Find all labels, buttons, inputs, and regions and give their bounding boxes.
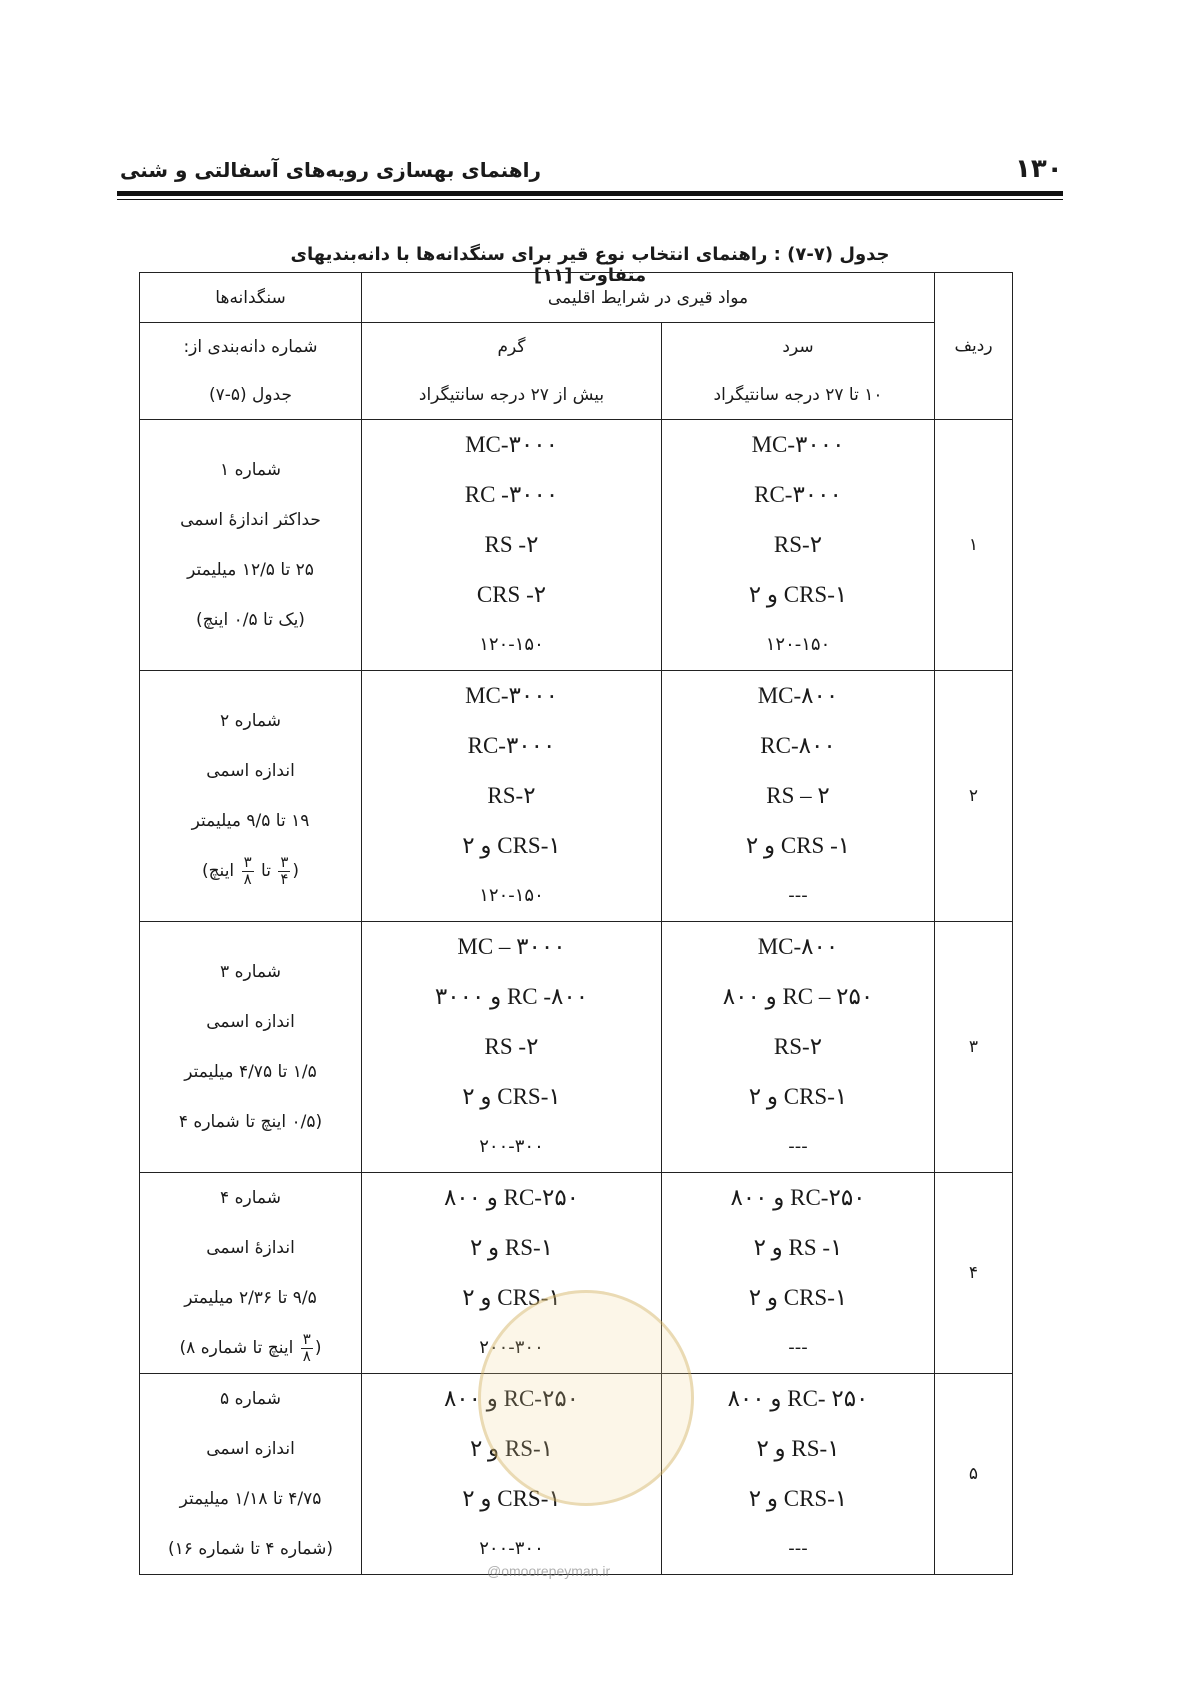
hot-bitumen-grade: RS-۲	[487, 783, 536, 808]
header-hot-range: بیش از ۲۷ درجه سانتیگراد	[418, 385, 605, 405]
cold-bitumen-cell	[662, 671, 935, 922]
hot-bitumen-cell	[362, 671, 662, 922]
aggregate-line: ۱۹ تا ۹/۵ میلیمتر	[191, 811, 310, 831]
aggregate-cell	[140, 420, 362, 671]
hot-bitumen-grade: RS -۲	[484, 1034, 539, 1059]
aggregate-cell	[140, 1374, 362, 1575]
header-rule-thin	[117, 199, 1063, 200]
aggregate-line: (۰/۵ اینچ تا شماره ۴	[178, 1112, 323, 1132]
cold-bitumen-grade: RS -۱ و ۲	[753, 1235, 843, 1260]
cold-bitumen-grade: ---	[788, 1136, 808, 1157]
cold-bitumen-grade: MC-۳۰۰۰	[751, 432, 845, 457]
hot-bitumen-grade: RS -۲	[484, 532, 539, 557]
header-bitumen-group: مواد قیری در شرایط اقلیمی	[362, 273, 935, 323]
cold-bitumen-grade: ۱۲۰-۱۵۰	[765, 634, 831, 655]
aggregate-line: (یک تا ۰/۵ اینچ)	[196, 610, 305, 630]
row-number: ۲	[935, 671, 1013, 922]
aggregate-line: (شماره ۴ تا شماره ۱۶)	[168, 1539, 333, 1559]
cold-bitumen-grade: RC- ۲۵۰ و ۸۰۰	[727, 1386, 869, 1411]
cold-bitumen-grade: CRS-۱ و ۲	[748, 1084, 848, 1109]
aggregate-inch-line: ( $\frac{۳}{۸}$ اینچ تا شماره ۸)	[179, 1329, 322, 1365]
header-hot	[362, 323, 662, 420]
watermark-text: @omoorepeyman.ir	[487, 1563, 611, 1579]
hot-bitumen-grade: CRS-۱ و ۲	[462, 833, 561, 858]
hot-bitumen-grade: ۱۲۰-۱۵۰	[479, 634, 544, 655]
header-aggregate-grading	[140, 323, 362, 420]
hot-bitumen-grade: RC -۳۰۰۰	[464, 482, 559, 507]
aggregate-line: شماره ۳	[220, 962, 281, 982]
hot-bitumen-grade: ۱۲۰-۱۵۰	[479, 885, 544, 906]
cold-bitumen-grade: RS-۲	[773, 532, 823, 557]
aggregate-cell	[140, 671, 362, 922]
cold-bitumen-grade: RS-۲	[773, 1034, 823, 1059]
aggregate-inch-line: ( $\frac{۳}{۴}$ تا $\frac{۳}{۸}$ اینچ)	[201, 852, 300, 888]
hot-bitumen-grade: ۲۰۰-۳۰۰	[479, 1538, 544, 1559]
header-hot-title: گرم	[497, 337, 526, 357]
cold-bitumen-cell	[662, 420, 935, 671]
hot-bitumen-grade: MC-۳۰۰۰	[465, 683, 558, 708]
row-number: ۱	[935, 420, 1013, 671]
hot-bitumen-cell	[362, 922, 662, 1173]
aggregate-line: اندازه اسمی	[206, 1439, 295, 1459]
hot-bitumen-grade: ۲۰۰-۳۰۰	[479, 1136, 544, 1157]
row-number: ۳	[935, 922, 1013, 1173]
aggregate-cell	[140, 1173, 362, 1374]
cold-bitumen-grade: RC – ۲۵۰ و ۸۰۰	[722, 984, 874, 1009]
cold-bitumen-cell	[662, 1374, 935, 1575]
header-aggregates: سنگدانه‌ها	[140, 273, 362, 323]
cold-bitumen-cell	[662, 922, 935, 1173]
aggregate-line: اندازه اسمی	[206, 1012, 295, 1032]
aggregate-line: ۴/۷۵ تا ۱/۱۸ میلیمتر	[179, 1489, 322, 1509]
running-title: راهنمای بهسازی رویه‌های آسفالتی و شنی	[120, 158, 542, 182]
page-header	[120, 152, 1063, 194]
aggregate-line: شماره ۵	[220, 1389, 281, 1409]
cold-bitumen-grade: MC-۸۰۰	[757, 683, 839, 708]
hot-bitumen-grade: RS-۱ و ۲	[469, 1235, 554, 1260]
cold-bitumen-grade: ---	[788, 1337, 808, 1358]
watermark-seal	[478, 1290, 694, 1506]
hot-bitumen-grade: CRS-۱ و ۲	[462, 1084, 561, 1109]
header-cold	[662, 323, 935, 420]
cold-bitumen-cell	[662, 1173, 935, 1374]
aggregate-line: ۹/۵ تا ۲/۳۶ میلیمتر	[184, 1288, 317, 1308]
hot-bitumen-cell	[362, 420, 662, 671]
cold-bitumen-grade: ---	[788, 885, 808, 906]
header-cold-range: ۱۰ تا ۲۷ درجه سانتیگراد	[713, 385, 883, 405]
cold-bitumen-grade: RS – ۲	[766, 783, 830, 808]
cold-bitumen-grade: MC-۸۰۰	[757, 934, 839, 959]
header-rule	[117, 191, 1063, 196]
fraction: $\frac{۳}{۸}$	[302, 1329, 311, 1365]
hot-bitumen-grade: MC – ۳۰۰۰	[457, 934, 566, 959]
aggregate-line: حداکثر اندازهٔ اسمی	[180, 510, 321, 530]
table-caption: جدول (۷-۷) : راهنمای انتخاب نوع قیر برای سنگدانه‌ها با دانه‌بندیهای متفاوت [۱۱]	[290, 244, 890, 286]
cold-bitumen-grade: RC-۳۰۰۰	[754, 482, 842, 507]
header-agg-source: جدول (۵-۷)	[208, 385, 293, 405]
header-agg-title: شماره دانه‌بندی از:	[183, 337, 318, 357]
hot-bitumen-grade: RS-۱ و ۲	[469, 1436, 554, 1461]
table-row	[140, 671, 1013, 922]
hot-bitumen-grade: CRS-۱ و ۲	[462, 1486, 561, 1511]
aggregate-line: ۱/۵ تا ۴/۷۵ میلیمتر	[184, 1062, 317, 1082]
aggregate-line: شماره ۲	[220, 711, 281, 731]
cold-bitumen-grade: RC-۲۵۰ و ۸۰۰	[730, 1185, 866, 1210]
aggregate-line: اندازه اسمی	[206, 761, 295, 781]
hot-bitumen-grade: RC -۸۰۰ و ۳۰۰۰	[434, 984, 589, 1009]
aggregate-line: اندازهٔ اسمی	[206, 1238, 295, 1258]
header-row-number: ردیف	[935, 273, 1013, 420]
hot-bitumen-grade: RC-۳۰۰۰	[467, 733, 556, 758]
hot-bitumen-grade: ۲۰۰-۳۰۰	[479, 1337, 544, 1358]
page-number: ۱۳۰	[1015, 154, 1063, 184]
table-row	[140, 420, 1013, 671]
aggregate-line: ۲۵ تا ۱۲/۵ میلیمتر	[187, 560, 314, 580]
cold-bitumen-grade: CRS -۱ و ۲	[745, 833, 851, 858]
cold-bitumen-grade: CRS-۱ و ۲	[748, 1486, 848, 1511]
hot-bitumen-grade: RC-۲۵۰ و ۸۰۰	[443, 1386, 580, 1411]
row-number: ۵	[935, 1374, 1013, 1575]
cold-bitumen-grade: RC-۸۰۰	[760, 733, 836, 758]
fraction: $\frac{۳}{۸}$	[243, 852, 252, 888]
hot-bitumen-grade: CRS-۱ و ۲	[462, 1285, 561, 1310]
hot-bitumen-grade: MC-۳۰۰۰	[465, 432, 558, 457]
cold-bitumen-grade: ---	[788, 1538, 808, 1559]
cold-bitumen-grade: CRS-۱ و ۲	[748, 1285, 848, 1310]
fraction: $\frac{۳}{۴}$	[280, 852, 289, 888]
hot-bitumen-grade: CRS -۲	[476, 582, 547, 607]
row-number: ۴	[935, 1173, 1013, 1374]
header-cold-title: سرد	[782, 337, 814, 357]
hot-bitumen-grade: RC-۲۵۰ و ۸۰۰	[443, 1185, 580, 1210]
aggregate-cell	[140, 922, 362, 1173]
cold-bitumen-grade: CRS-۱ و ۲	[748, 582, 848, 607]
cold-bitumen-grade: RS-۱ و ۲	[756, 1436, 840, 1461]
table-row	[140, 922, 1013, 1173]
aggregate-line: شماره ۴	[220, 1188, 281, 1208]
aggregate-line: شماره ۱	[220, 460, 281, 480]
